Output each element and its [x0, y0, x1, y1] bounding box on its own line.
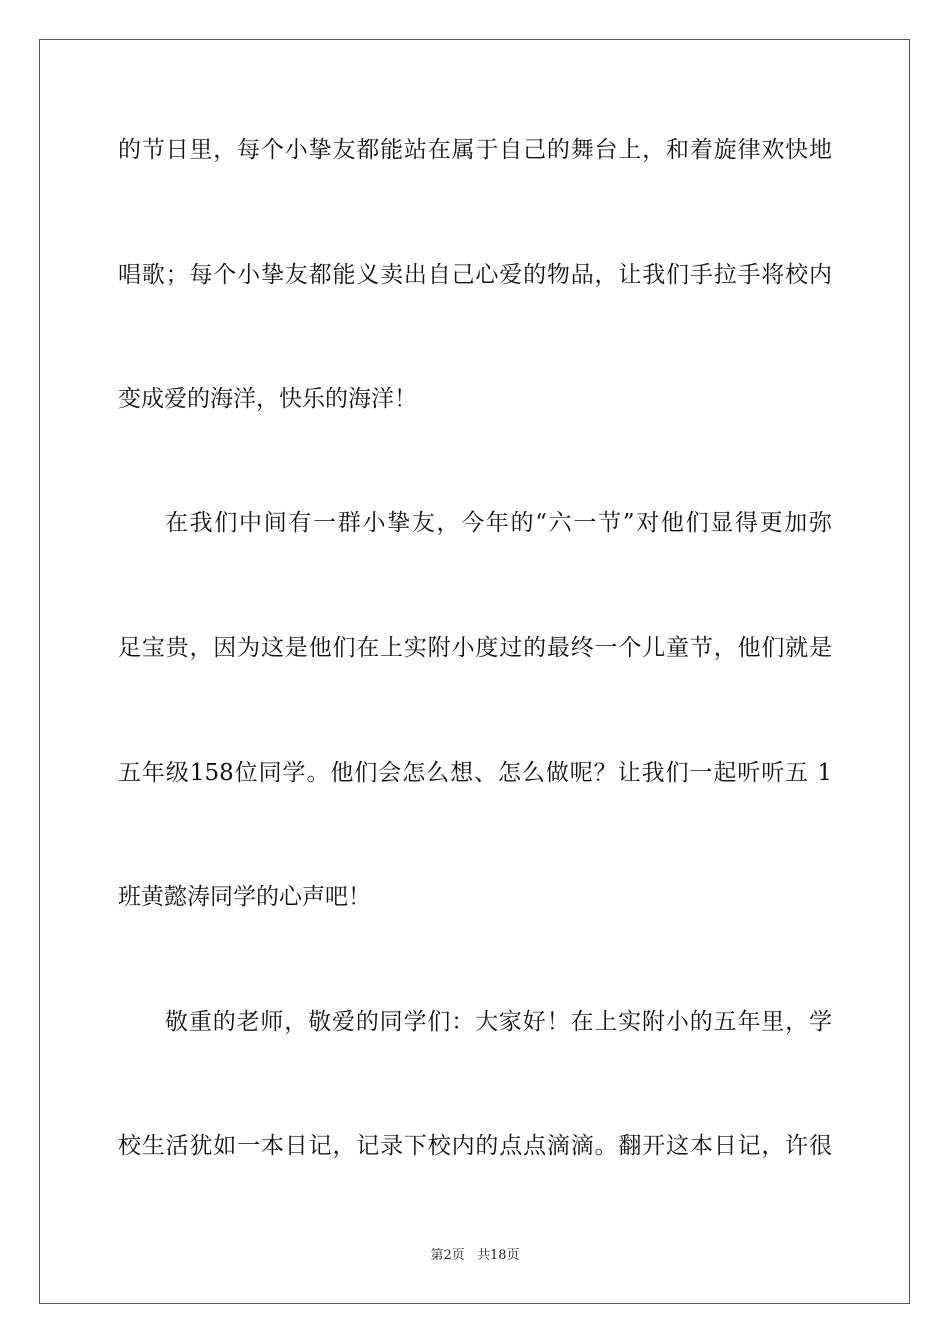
page-footer — [0, 1247, 950, 1265]
text-line-5: 足宝贵，因为这是他们在上实附小度过的最终一个儿童节，他们就是 — [118, 635, 832, 661]
text-line-3: 变成爱的海洋，快乐的海洋！ — [118, 386, 417, 412]
text-line-9: 校生活犹如一本日记，记录下校内的点点滴滴。翻开这本日记，许很 — [118, 1133, 832, 1159]
text-line-2: 唱歌；每个小挚友都能义卖出自己心爱的物品，让我们手拉手将校内 — [118, 262, 832, 288]
text-line-8: 敬重的老师，敬爱的同学们：大家好！在上实附小的五年里，学 — [165, 1009, 832, 1035]
text-line-7: 班黄懿涛同学的心声吧！ — [118, 884, 371, 910]
page-number: 第2页 — [430, 1248, 465, 1263]
page-total: 共18页 — [476, 1248, 520, 1263]
page-border — [39, 39, 910, 1304]
text-line-1: 的节日里，每个小挚友都能站在属于自己的舞台上，和着旋律欢快地 — [118, 137, 832, 163]
text-line-4: 在我们中间有一群小挚友，今年的“六一节”对他们显得更加弥 — [165, 510, 832, 536]
text-line-6: 五年级158位同学。他们会怎么想、怎么做呢？让我们一起听听五 1 — [118, 760, 832, 786]
